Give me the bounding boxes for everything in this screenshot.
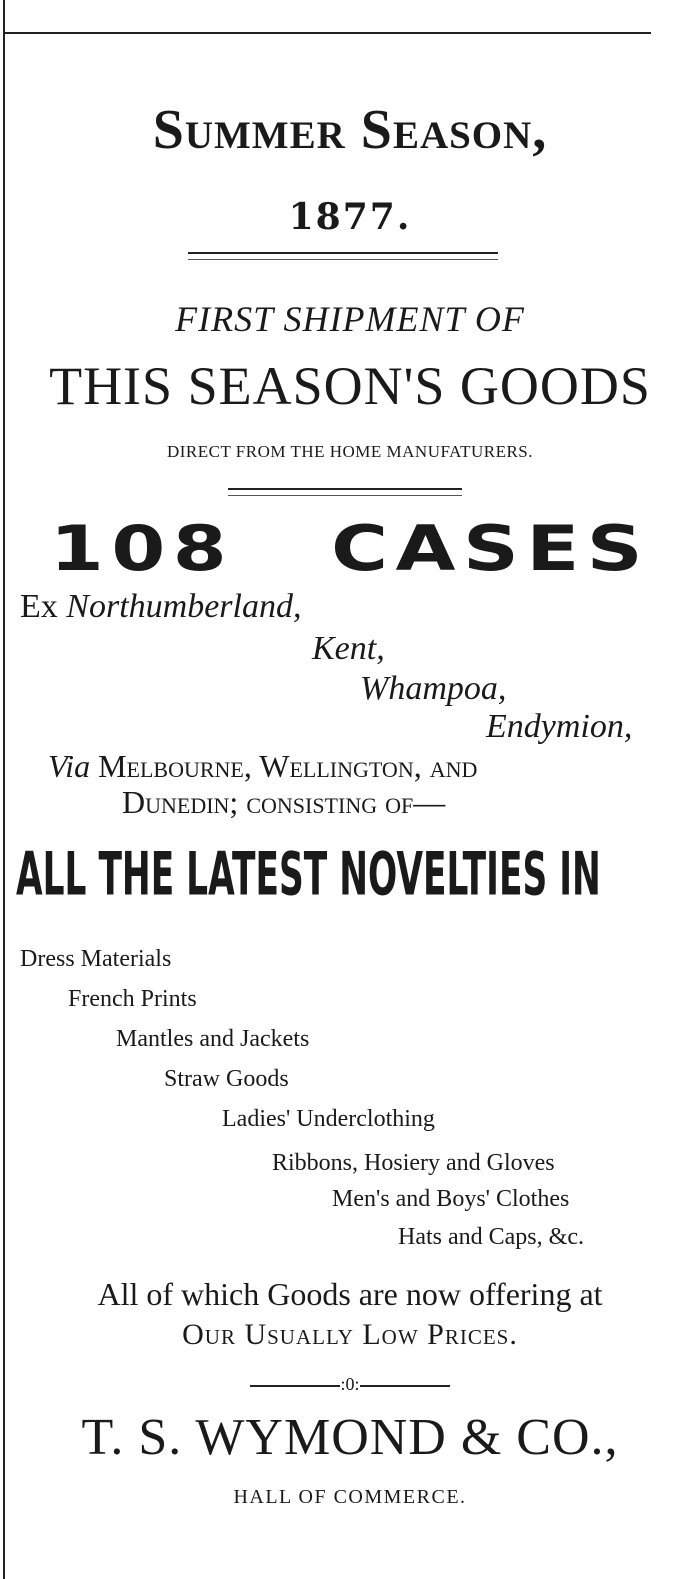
via-line-1 — [48, 748, 477, 785]
prices-line: Our Usually Low Prices. — [182, 1318, 518, 1351]
ship-line-4 — [486, 708, 632, 746]
ship-line-1 — [20, 588, 301, 626]
divider-rule — [228, 488, 462, 496]
top-border-rule — [4, 32, 651, 34]
ship-name: Whampoa, — [360, 670, 507, 707]
advert-year: 1877. — [288, 196, 412, 238]
advert-title: Summer Season, — [152, 99, 548, 161]
ship-line-3 — [360, 670, 506, 708]
divider-rule — [188, 252, 498, 260]
novelties-heading: ALL THE LATEST NOVELTIES IN — [16, 840, 601, 910]
list-item: Ladies' Underclothing — [222, 1106, 435, 1132]
separator-mark: :0: — [340, 1374, 360, 1394]
ship-name: Northumberland, — [66, 588, 302, 625]
ship-line-2 — [312, 630, 385, 668]
via-line-2: Dunedin; consisting of— — [122, 784, 446, 820]
goods-heading: THIS SEASON'S GOODS — [49, 356, 651, 416]
list-item: Ribbons, Hosiery and Gloves — [272, 1150, 555, 1176]
cases-heading: 108 CASES — [49, 512, 651, 585]
offer-line: All of which Goods are now offering at — [97, 1276, 603, 1312]
firm-address: HALL OF COMMERCE. — [233, 1486, 467, 1508]
list-item: Men's and Boys' Clothes — [332, 1186, 570, 1212]
list-item: Dress Materials — [20, 946, 172, 972]
ornament-separator — [0, 1374, 700, 1395]
ex-label: Ex — [20, 588, 58, 625]
list-item: Mantles and Jackets — [116, 1026, 310, 1052]
via-ports: Melbourne, Wellington, and — [98, 748, 478, 784]
firm-name: T. S. WYMOND & CO., — [81, 1409, 619, 1466]
separator-dash — [250, 1385, 340, 1387]
list-item: French Prints — [68, 986, 197, 1012]
list-item: Straw Goods — [164, 1066, 289, 1092]
list-item: Hats and Caps, &c. — [398, 1224, 584, 1250]
separator-dash — [360, 1385, 450, 1387]
ship-name: Endymion, — [486, 708, 633, 745]
direct-line: DIRECT FROM THE HOME MANUFATURERS. — [166, 442, 533, 461]
shipment-heading: FIRST SHIPMENT OF — [175, 299, 525, 339]
ship-name: Kent, — [312, 630, 385, 667]
via-label: Via — [48, 748, 91, 784]
